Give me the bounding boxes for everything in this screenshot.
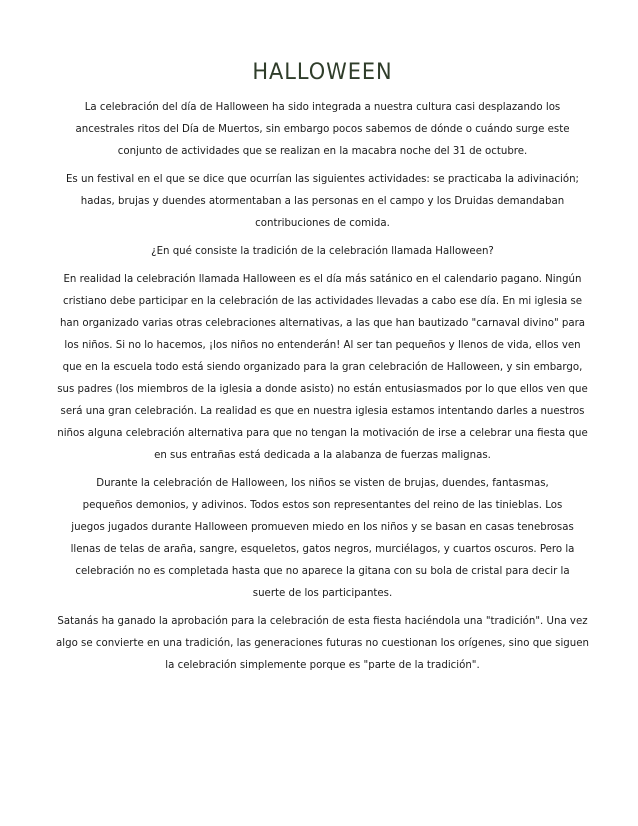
document-page (56, 60, 589, 683)
question-heading: ¿En qué consiste la tradición de la celebración llamada Halloween? (151, 246, 494, 257)
document-title: HALLOWEEN (252, 60, 393, 85)
paragraph-costumes: Durante la celebración de Halloween, los niños se visten de brujas, duendes, fantasmas, pequeños demonios, y adivinos. Todos estos son representantes del reino de las tinieblas. Los juegos jugados durante Halloween promueven miedo en los niños y se basan en casas tenebrosas llenas de telas de araña, sangre, esqueletos, gatos negros, murciélagos, y cuartos oscuros. Pero la celebración no es completada hasta que no aparece la gitana con su bola de cristal para decir la suerte de los participantes. (70, 478, 575, 599)
paragraph-tradition: Satanás ha ganado la aprobación para la celebración de esta fiesta haciéndola una "tradición". Una vez algo se convierte en una tradición, las generaciones futuras no cuestionan los orígenes, sino que siguen la celebración simplemente porque es "parte de la tradición". (56, 616, 589, 671)
paragraph-reality: En realidad la celebración llamada Halloween es el día más satánico en el calendario pagano. Ningún cristiano debe participar en la celebración de las actividades llevadas a cabo ese día. En mi iglesia se han organizado varias otras celebraciones alternativas, a las que han bautizado "carnaval divino" para los niños. Si no lo hacemos, ¡los niños no entenderán! Al ser tan pequeños y llenos de vida, ellos ven que en la escuela todo está siendo organizado para la gran celebración de Halloween, y sin embargo, sus padres (los miembros de la iglesia a donde asisto) no están entusiasmados por lo que ellos ven que será una gran celebración. La realidad es que en nuestra iglesia estamos intentando darles a nuestros niños alguna celebración alternativa para que no tengan la motivación de irse a celebrar una fiesta que en sus entrañas está dedicada a la alabanza de fuerzas malignas. (57, 274, 588, 461)
paragraph-intro: La celebración del día de Halloween ha sido integrada a nuestra cultura casi desplazando los ancestrales ritos del Día de Muertos, sin embargo pocos sabemos de dónde o cuándo surge este conjunto de actividades que se realizan en la macabra noche del 31 de octubre. (75, 102, 570, 157)
paragraph-festival: Es un festival en el que se dice que ocurrían las siguientes actividades: se practicaba la adivinación; hadas, brujas y duendes atormentaban a las personas en el campo y los Druidas demandaban contribuciones de comida. (66, 174, 579, 229)
